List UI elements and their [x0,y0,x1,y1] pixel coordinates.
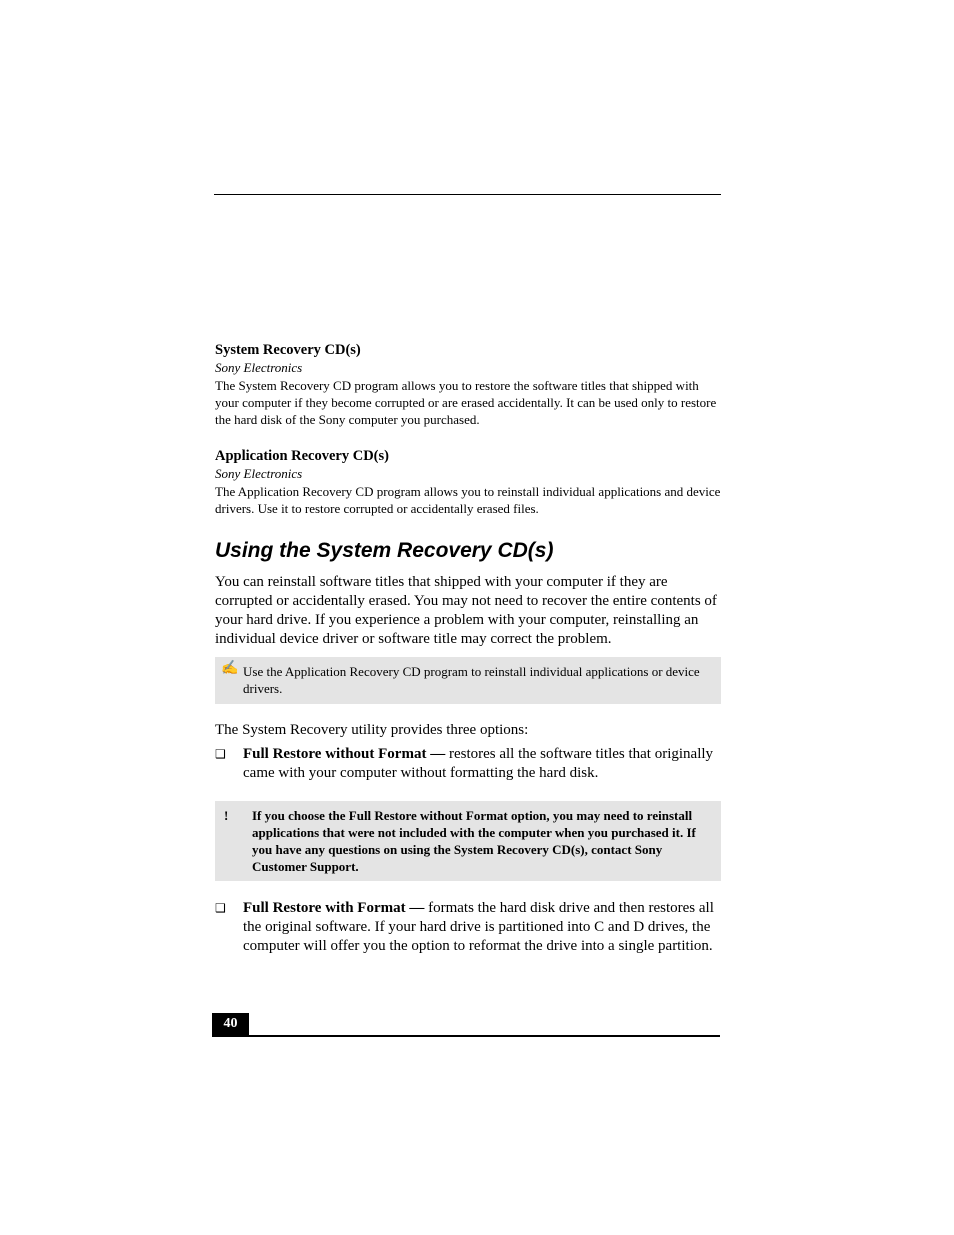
option-text: formats the hard disk drive and then restores all the original software. If your hard drive is partitioned into C and D drives, the computer will offer you the option to reformat the drive into a single partition. [243,900,714,954]
option-full-restore-with-format [243,899,721,956]
options-intro: The System Recovery utility provides three options: [215,722,529,738]
page-heading: Using the System Recovery CD(s) [215,539,554,562]
section-description-application-recovery: The Application Recovery CD program allows you to reinstall individual applications and device drivers. Use it to restore corrupted or accidentally erased files. [215,484,721,516]
option-label: Full Restore with Format — [243,900,425,916]
section-title-application-recovery: Application Recovery CD(s) [215,448,389,464]
intro-paragraph: You can reinstall software titles that shipped with your computer if they are corrupted or accidentally erased. You may not need to recover the entire contents of your hard drive. If you experience a problem with your computer, reinstalling an individual device driver or software title may correct the problem. [215,574,717,647]
note-text: Use the Application Recovery CD program to reinstall individual applications or device drivers. [243,664,700,696]
warning-box [215,801,721,881]
section-description-system-recovery: The System Recovery CD program allows you to restore the software titles that shipped with your computer if they become corrupted or are erased accidentally. It can be used only to restore the hard disk of the Sony computer you purchased. [215,378,717,427]
option-label: Full Restore without Format — [243,746,446,762]
note-box [215,657,721,704]
section-vendor-application-recovery: Sony Electronics [215,466,303,481]
note-pencil-icon: ✍ [221,661,239,676]
option-text: restores all the software titles that originally came with your computer without formatting the hard disk. [243,746,714,781]
warning-text: If you choose the Full Restore without Format option, you may need to reinstall applications that were not included with the computer when you purchased it. If you have any questions on using the System Recovery CD(s), contact Sony Customer Support. [252,808,696,874]
section-title-system-recovery: System Recovery CD(s) [215,342,361,358]
section-vendor-system-recovery: Sony Electronics [215,360,303,375]
checkbox-bullet-icon: ❑ [215,901,226,915]
page-number: 40 [212,1013,249,1037]
warning-exclamation-icon: ! [224,808,229,823]
header-rule [214,194,721,195]
option-full-restore-without-format [243,745,721,783]
checkbox-bullet-icon: ❑ [215,747,226,761]
footer-rule [212,1035,720,1037]
